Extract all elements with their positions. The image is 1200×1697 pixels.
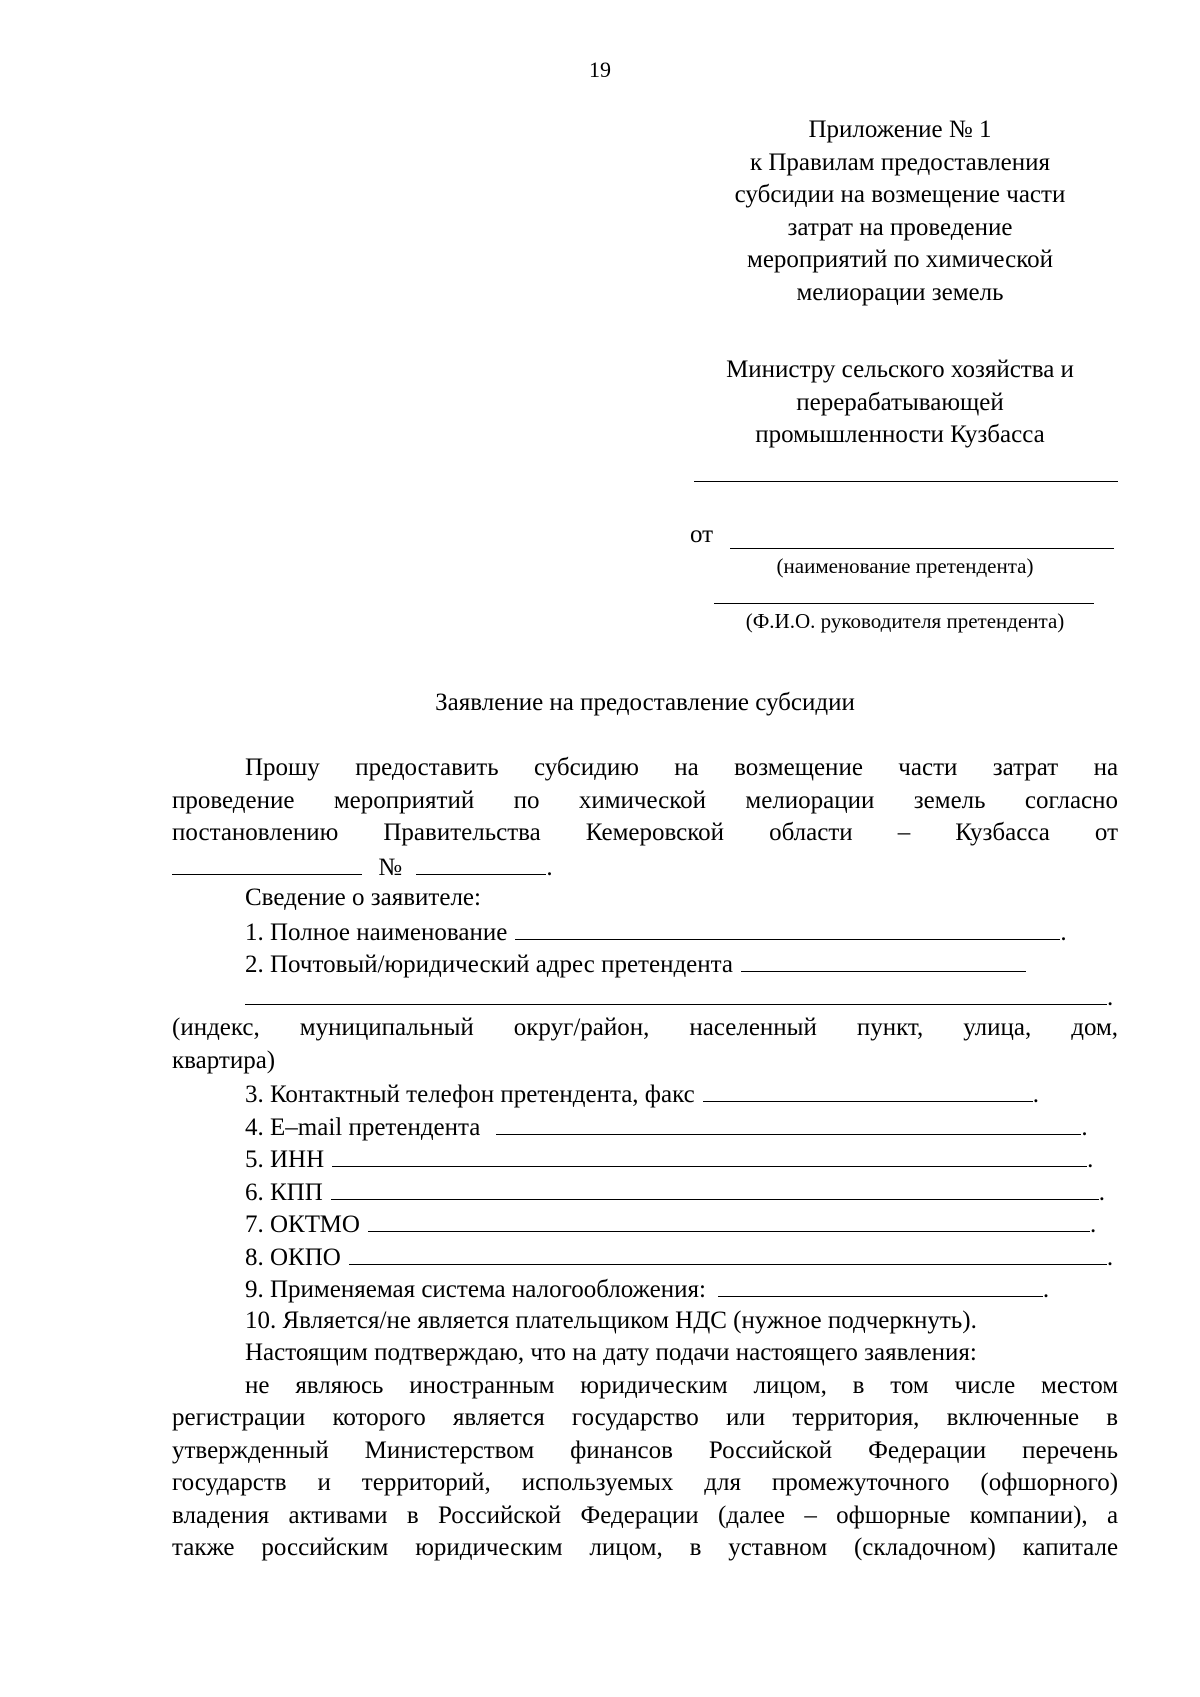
appendix-line: Приложение № 1 (808, 116, 992, 143)
field-tax-system-line (718, 1272, 1043, 1297)
appendix-line: субсидии на возмещение части (734, 181, 1066, 208)
number-sign: № (378, 853, 403, 881)
field-address-line (741, 947, 1026, 972)
request-line-2: проведение мероприятий по химической мелиорации земель согласно (172, 786, 1119, 814)
field-label: 1. Полное наименование (245, 918, 508, 946)
request-line-4 (172, 850, 1118, 883)
field-address-line-2 (245, 980, 1107, 1005)
vat-line: 10. Является/не является плательщиком НДС (нужное подчеркнуть). (245, 1306, 977, 1334)
field-label: 5. ИНН (245, 1146, 325, 1173)
applicant-name-caption: (наименование претендента) (776, 554, 1034, 578)
from-row (690, 519, 713, 552)
appendix-line: к Правилам предоставления (749, 148, 1051, 176)
field-full-name: 1. Полное наименование . (172, 915, 1118, 948)
addressee-line: Министру сельского хозяйства и (726, 356, 1074, 383)
field-okpo: 8. ОКПО . (172, 1240, 1118, 1273)
field-inn: 5. ИНН . (172, 1142, 1118, 1175)
page-number: 19 (589, 57, 611, 82)
decree-date-line (172, 850, 362, 875)
field-okpo-line (349, 1240, 1107, 1265)
request-line-1: Прошу предоставить субсидию на возмещение части затрат на (245, 754, 1119, 781)
field-label: 3. Контактный телефон претендента, факс (245, 1081, 695, 1108)
field-email-line (496, 1110, 1081, 1135)
field-kpp: 6. КПП . (172, 1175, 1118, 1208)
request-line-3: постановлению Правительства Кемеровской области – Кузбасса от (172, 819, 1119, 846)
field-full-name-line (515, 915, 1060, 940)
field-oktmo: 7. ОКТМО . (172, 1207, 1118, 1240)
field-phone: 3. Контактный телефон претендента, факс . (172, 1077, 1118, 1110)
applicant-header: Сведение о заявителе: (245, 884, 481, 911)
declaration-line-6: также российским юридическим лицом, в уставном (складочном) капитале (172, 1534, 1119, 1561)
applicant-name-line (730, 548, 1114, 549)
field-label: 2. Почтовый/юридический адрес претендента (245, 951, 733, 978)
decree-number-line (416, 850, 546, 875)
address-hint-line-2: квартира) (172, 1046, 276, 1074)
field-inn-line (332, 1142, 1087, 1167)
declaration-line-4: государств и территорий, используемых для промежуточного (офшорного) (172, 1469, 1119, 1496)
field-address-continued: . (172, 980, 1118, 1013)
application-body (172, 752, 1118, 1565)
addressee-line: перерабатывающей (796, 388, 1004, 416)
field-phone-line (703, 1077, 1033, 1102)
address-hint-line-1: (индекс, муниципальный округ/район, населенный пункт, улица, дом, (172, 1014, 1119, 1041)
appendix-header (690, 114, 1110, 309)
field-email: 4. E–mail претендента . (172, 1110, 1118, 1143)
declaration-line-5: владения активами в Российской Федерации (далее – офшорные компании), а (172, 1501, 1119, 1529)
field-label: 8. ОКПО (245, 1243, 341, 1271)
field-label: 6. КПП (245, 1178, 323, 1206)
field-oktmo-line (368, 1207, 1090, 1232)
end-dot: . (546, 853, 553, 881)
addressee-name-line (694, 481, 1118, 482)
declaration-line-2: регистрации которого является государство или территория, включенные в (172, 1404, 1119, 1431)
from-label: от (690, 521, 714, 548)
head-name-caption: (Ф.И.О. руководителя претендента) (745, 609, 1065, 633)
field-address (172, 947, 1118, 980)
declaration-line-3: утвержденный Министерством финансов Российской Федерации перечень (172, 1436, 1118, 1464)
appendix-line: затрат на проведение (787, 213, 1013, 241)
appendix-line: мероприятий по химической (747, 246, 1053, 273)
head-name-line (714, 603, 1094, 604)
field-label: 7. ОКТМО (245, 1211, 360, 1238)
document-title: Заявление на предоставление субсидии (435, 689, 855, 716)
field-tax-system: 9. Применяемая система налогообложения: . (172, 1272, 1118, 1305)
field-label: 9. Применяемая система налогообложения: (245, 1276, 706, 1303)
addressee-line: промышленности Кузбасса (755, 421, 1045, 448)
appendix-line: мелиорации земель (796, 278, 1004, 306)
declaration-line-1: не являюсь иностранным юридическим лицом, в том числе местом (245, 1371, 1119, 1399)
field-label: 4. E–mail претендента (245, 1113, 481, 1141)
field-kpp-line (331, 1175, 1099, 1200)
addressee-block (690, 354, 1110, 452)
confirm-line: Настоящим подтверждаю, что на дату подачи настоящего заявления: (245, 1339, 977, 1366)
